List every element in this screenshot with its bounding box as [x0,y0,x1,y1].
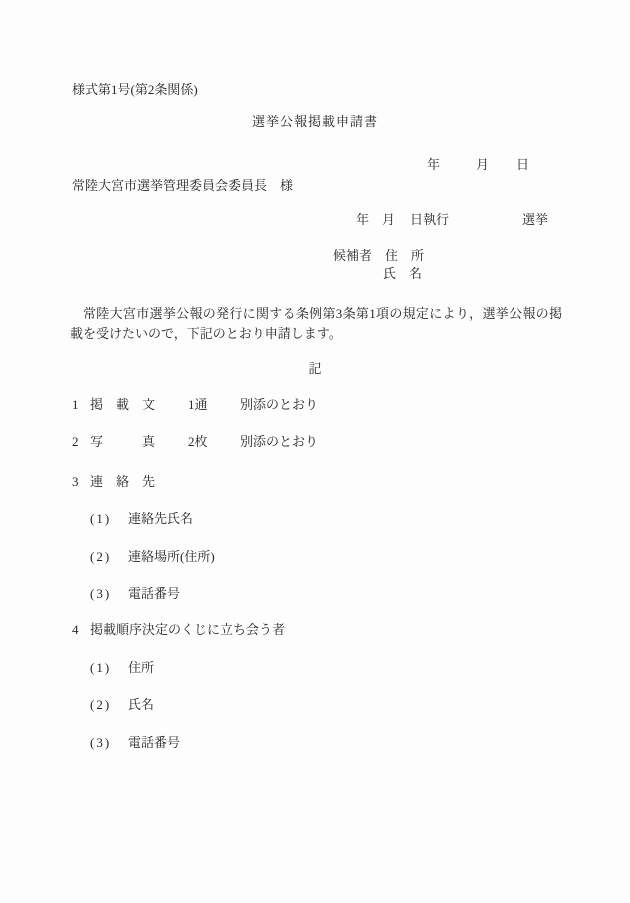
section-4-subitem-1 [0,660,630,676]
application-date-line [0,157,630,173]
election-month-label: 月 [382,212,396,227]
election-name-label: 選挙 [522,212,549,227]
section-label: 掲載順序決定のくじに立ち会う者 [90,622,286,637]
section-label: 写 真 [90,434,156,449]
subitem-number: (1) [90,660,112,675]
section-4-row [0,622,630,638]
date-day-label: 日 [516,157,530,172]
section-quantity: 1通 [188,397,208,412]
section-2-row [0,434,630,450]
section-4-subitem-3 [0,735,630,751]
section-3-subitem-2 [0,549,630,565]
section-number: 3 [72,474,79,489]
section-4-subitem-2 [0,697,630,713]
subitem-label: 電話番号 [128,735,181,750]
candidate-name-line: 氏 名 [383,266,423,281]
section-number: 1 [72,397,79,412]
subitem-number: (3) [90,735,112,750]
subitem-number: (2) [90,697,112,712]
form-number: 様式第1号(第2条関係) [72,82,198,97]
section-label: 連 絡 先 [90,474,156,489]
candidate-address-line: 候補者 住 所 [333,248,425,263]
section-number: 2 [72,434,79,449]
record-heading: 記 [308,361,322,376]
section-number: 4 [72,622,79,637]
section-1-row [0,397,630,413]
subitem-number: (2) [90,549,112,564]
subitem-label: 電話番号 [128,586,181,601]
date-year-label: 年 [427,157,441,172]
subitem-label: 氏名 [128,697,155,712]
date-month-label: 月 [476,157,490,172]
body-paragraph: 常陸大宮市選挙公報の発行に関する条例第3条第1項の規定により，選挙公報の掲載を受けたいので，下記のとおり申請します。 [70,306,562,341]
section-note: 別添のとおり [240,397,319,412]
section-3-subitem-3 [0,586,630,602]
subitem-label: 連絡場所(住所) [128,549,215,564]
section-3-row [0,474,630,490]
section-label: 掲 載 文 [90,397,156,412]
subitem-label: 住所 [128,660,155,675]
section-quantity: 2枚 [188,434,208,449]
election-year-label: 年 [356,212,370,227]
election-day-exec-label: 日執行 [410,212,450,227]
addressee: 常陸大宮市選挙管理委員会委員長 様 [72,178,294,193]
section-note: 別添のとおり [240,434,319,449]
election-date-line [0,212,630,228]
subitem-number: (3) [90,586,112,601]
subitem-number: (1) [90,511,112,526]
subitem-label: 連絡先氏名 [128,511,194,526]
section-3-subitem-1 [0,511,630,527]
document-title: 選挙公報掲載申請書 [251,114,378,129]
